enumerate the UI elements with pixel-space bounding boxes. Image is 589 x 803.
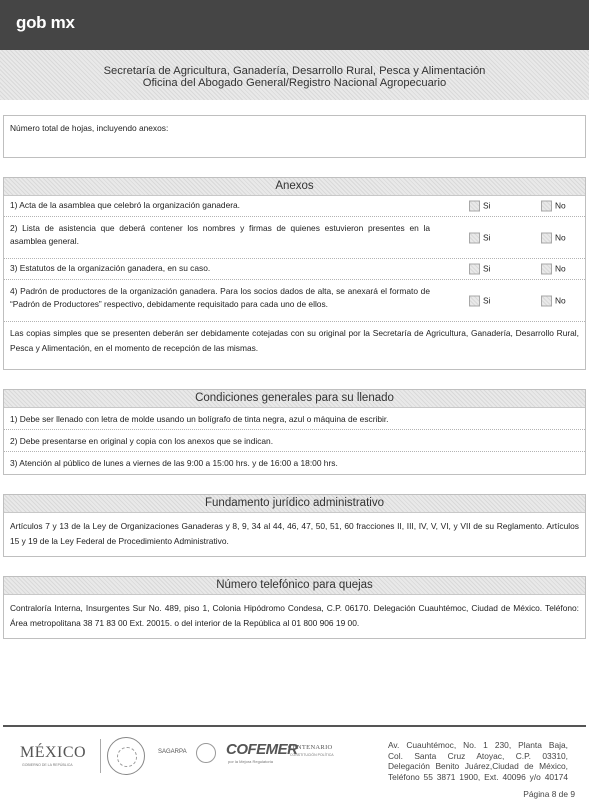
no-label: No xyxy=(555,263,566,274)
address-line: Delegación Benito Juárez,Ciudad de México, xyxy=(388,761,568,771)
legal-basis-title: Fundamento jurídico administrativo xyxy=(4,495,585,513)
checkbox[interactable] xyxy=(469,264,480,275)
centenario-logo-subtitle: CONSTITUCIÓN POLÍTICA xyxy=(290,753,334,757)
annex-text: 3) Estatutos de la organización ganadera, en su caso. xyxy=(10,263,211,273)
address-line: Teléfono 55 3871 1900, Ext. 40096 y/o 40174 xyxy=(388,771,568,782)
legal-basis-section xyxy=(3,494,586,557)
sagarpa-logo: SAGARPA xyxy=(158,749,187,755)
condition-row xyxy=(4,430,585,452)
annex-row xyxy=(4,280,585,322)
header-agency: Secretaría de Agricultura, Ganadería, Desarrollo Rural, Pesca y Alimentación xyxy=(103,65,486,77)
condition-text: 3) Atención al público de lunes a viernes de las 9:00 a 15:00 hrs. y de 16:00 a 18:00 hrs. xyxy=(10,458,338,468)
page-number: Página 8 de 9 xyxy=(523,789,575,799)
no-label: No xyxy=(555,232,566,242)
footer-address xyxy=(388,740,568,782)
centenario-logo: CENTENARIO xyxy=(288,744,333,751)
annex-row xyxy=(4,259,585,280)
conditions-title: Condiciones generales para su llenado xyxy=(4,390,585,408)
header-office: Oficina del Abogado General/Registro Nacional Agropecuario xyxy=(142,77,447,89)
sagarpa-emblem-icon xyxy=(196,743,216,763)
condition-row xyxy=(4,452,585,474)
address-line: Col. Santa Cruz Atoyac, C.P. 03310, xyxy=(388,750,568,761)
total-sheets-label: Número total de hojas, incluyendo anexos: xyxy=(10,123,169,133)
annex-text: 1) Acta de la asamblea que celebró la organización ganadera. xyxy=(10,200,241,210)
annex-2-no-option[interactable] xyxy=(541,231,566,244)
no-label: No xyxy=(555,295,566,305)
condition-text: 1) Debe ser llenado con letra de molde usando un bolígrafo de tinta negra, azul o máquina de escribir. xyxy=(10,414,389,424)
checkbox[interactable] xyxy=(469,295,480,306)
conditions-section xyxy=(3,389,586,475)
document-header xyxy=(0,50,589,100)
annex-1-yes-option[interactable] xyxy=(469,200,490,213)
footer-rule xyxy=(3,725,586,727)
cofemer-logo-subtitle: por la Mejora Regulatoria xyxy=(228,759,273,764)
complaints-title: Número telefónico para quejas xyxy=(4,577,585,595)
yes-label: Si xyxy=(483,232,491,242)
annex-row xyxy=(4,196,585,217)
complaints-text: Contraloría Interna, Insurgentes Sur No. 489, piso 1, Colonia Hipódromo Condesa, C.P. 06170. Delegación Cuauhtémoc, Ciudad de México. Teléfono: Área metropolitana 38 71 83 00 Ext. 20015. o del interior de la República al 01 800 906 19 00. xyxy=(10,603,579,628)
gobmx-logo: gob mx xyxy=(16,13,75,32)
cofemer-logo: COFEMER xyxy=(226,741,298,758)
legal-basis-text: Artículos 7 y 13 de la Ley de Organizaciones Ganaderas y 8, 9, 34 al 44, 46, 47, 50, 51, 60 fracciones II, III, IV, V, VI, y VII de su Reglamento. Artículos 15 y 19 de la Ley Federal de Procedimiento Administrativo. xyxy=(10,521,579,546)
annex-text: 4) Padrón de productores de la organización ganadera. Para los socios dados de alta, se anexará el formato de “Padrón de Productores” respectivo, debidamente requisitado para cada uno de ellos. xyxy=(10,286,430,309)
annex-1-no-option[interactable] xyxy=(541,200,566,213)
mexico-logo-subtitle: GOBIERNO DE LA REPÚBLICA xyxy=(22,763,73,767)
checkbox[interactable] xyxy=(541,201,552,212)
coat-of-arms-icon xyxy=(107,737,145,775)
annex-3-yes-option[interactable] xyxy=(469,263,490,276)
yes-label: Si xyxy=(483,200,491,211)
checkbox[interactable] xyxy=(541,264,552,275)
condition-row xyxy=(4,408,585,430)
checkbox[interactable] xyxy=(469,201,480,212)
yes-label: Si xyxy=(483,295,491,305)
annex-2-yes-option[interactable] xyxy=(469,231,490,244)
mexico-logo: MÉXICO xyxy=(20,744,87,761)
annexes-section xyxy=(3,177,586,370)
annex-4-no-option[interactable] xyxy=(541,294,566,307)
condition-text: 2) Debe presentarse en original y copia con los anexos que se indican. xyxy=(10,436,274,446)
annex-4-yes-option[interactable] xyxy=(469,294,490,307)
annex-3-no-option[interactable] xyxy=(541,263,566,276)
address-line: Av. Cuauhtémoc, No. 1 230, Planta Baja, xyxy=(388,740,568,750)
annex-text: 2) Lista de asistencia que deberá contener los nombres y firmas de quienes estuvieron presentes en la asamblea general. xyxy=(10,223,430,246)
no-label: No xyxy=(555,200,566,211)
yes-label: Si xyxy=(483,263,491,274)
checkbox[interactable] xyxy=(541,232,552,243)
top-bar xyxy=(0,0,589,50)
annex-row xyxy=(4,217,585,259)
complaints-section xyxy=(3,576,586,639)
annexes-note: Las copias simples que se presenten deberán ser debidamente cotejadas con su original por la Secretaría de Agricultura, Ganadería, Desarrollo Rural, Pesca y Alimentación, en el momento de recepción de las mismas. xyxy=(10,328,579,353)
checkbox[interactable] xyxy=(541,295,552,306)
total-sheets-box xyxy=(3,115,586,158)
annexes-title: Anexos xyxy=(4,178,585,196)
logo-divider xyxy=(100,739,101,773)
checkbox[interactable] xyxy=(469,232,480,243)
